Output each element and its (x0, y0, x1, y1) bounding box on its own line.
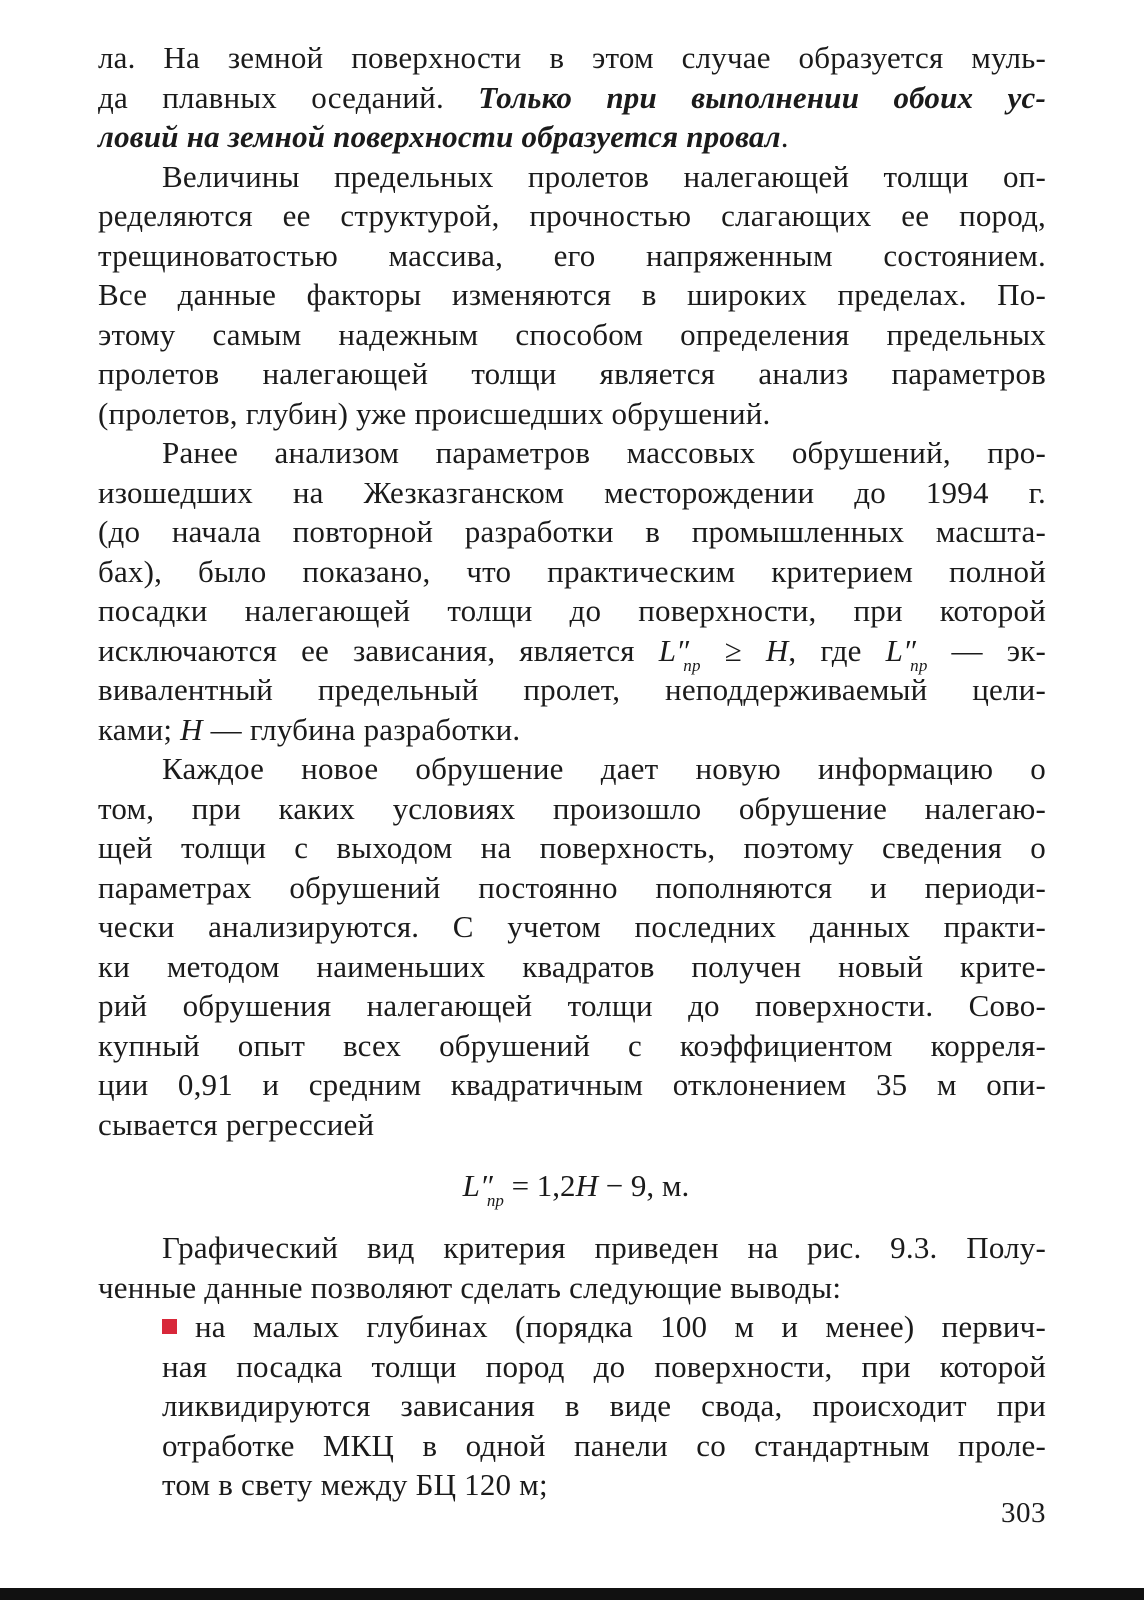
text-line: отработке МКЦ в одной панели со стандартным проле- (162, 1427, 1046, 1463)
text-line: изошедших на Жезказганском месторождении до 1994 г. (98, 474, 1046, 510)
text-line: посадки налегающей толщи до поверхности, при которой (98, 593, 1046, 628)
text-span: . (780, 119, 789, 154)
text-line: Величины предельных пролетов налегающей толщи оп- (162, 158, 1046, 194)
math-subscript: пр (910, 655, 928, 675)
text-line: ции 0,91 и средним квадратичным отклонением 35 м опи- (98, 1067, 1046, 1102)
text-line: (до начала повторной разработки в промышленных масшта- (98, 514, 1046, 549)
page-edge (0, 1588, 1144, 1600)
page-body (98, 38, 1046, 1505)
math-symbol: L″ (885, 632, 917, 668)
text-line (98, 78, 1046, 118)
text-line: Каждое новое обрушение дает новую информацию о (162, 751, 1046, 786)
text-line: Все данные факторы изменяются в широких пределах. По- (98, 277, 1046, 312)
text-line: том, при каких условиях произошло обрушение налегаю- (98, 790, 1046, 826)
text-line: (пролетов, глубин) уже происшедших обрушений. (98, 395, 771, 431)
text-line: купный опыт всех обрушений с коэффициентом корреля- (98, 1027, 1046, 1063)
text-line: ная посадка толщи пород до поверхности, при которой (162, 1348, 1046, 1384)
text-line: ликвидируются зависания в виде свода, происходит при (162, 1388, 1046, 1423)
emphasis-text: ловий на земной поверхности образуется провал (98, 119, 781, 154)
text-line: Ранее анализом параметров массовых обрушений, про- (162, 435, 1046, 470)
text-span: исключаются ее зависания, является (98, 632, 659, 668)
list-item-text: на малых глубинах (порядка 100 м и менее) первич- (195, 1309, 1046, 1344)
text-line: вивалентный предельный пролет, неподдерживаемый цели- (98, 672, 1046, 707)
text-line: этому самым надежным способом определения предельных (98, 316, 1046, 352)
list-item (98, 1307, 1046, 1347)
text-span: — глубина разработки. (202, 711, 521, 747)
text-line: пролетов налегающей толщи является анализ параметров (98, 356, 1046, 391)
text-line: чески анализируются. С учетом последних данных практи- (98, 909, 1046, 944)
text-line: трещиноватостью массива, его напряженным состоянием. (98, 237, 1046, 273)
math-symbol: L″ (658, 632, 690, 668)
text-line: Графический вид критерия приведен на рис. 9.3. Полу- (162, 1230, 1046, 1265)
bullet-square-icon (162, 1319, 177, 1334)
text-line (98, 117, 1046, 157)
text-span: да плавных оседаний. (98, 79, 479, 115)
text-line: бах), было показано, что практическим критерием полной (98, 553, 1046, 589)
regression-formula (98, 1144, 1046, 1228)
text-line: ченные данные позволяют сделать следующие выводы: (98, 1269, 842, 1305)
math-subscript: пр (683, 655, 701, 675)
text-line (98, 710, 1046, 750)
text-line: рий обрушения налегающей толщи до поверхности. Сово- (98, 988, 1046, 1023)
text-span: ками; (98, 711, 181, 747)
math-symbol: H (765, 632, 789, 668)
text-line (98, 631, 1046, 675)
text-span: ≥ (700, 632, 766, 668)
text-line: ла. На земной поверхности в этом случае образуется муль- (98, 40, 1046, 75)
page-number: 303 (1001, 1497, 1046, 1529)
text-line: сывается регрессией (98, 1106, 375, 1142)
math-symbol: H (575, 1168, 598, 1203)
math-text: = 1,2 (503, 1168, 576, 1203)
text-line: ределяются ее структурой, прочностью слагающих ее пород, (98, 198, 1046, 233)
text-span: , где (788, 632, 886, 668)
text-line: параметрах обрушений постоянно пополняются и периоди- (98, 869, 1046, 905)
text-span: — эк- (927, 632, 1046, 668)
math-symbol: H (180, 711, 203, 747)
math-text: − 9, м. (597, 1168, 690, 1203)
math-subscript: пр (486, 1191, 504, 1210)
text-line: ки методом наименьших квадратов получен новый крите- (98, 948, 1046, 984)
emphasis-text: Только при выполнении обоих ус- (478, 79, 1046, 115)
text-line: щей толщи с выходом на поверхность, поэтому сведения о (98, 830, 1046, 865)
math-symbol: L″ (462, 1168, 493, 1203)
text-line: том в свету между БЦ 120 м; (162, 1467, 548, 1502)
